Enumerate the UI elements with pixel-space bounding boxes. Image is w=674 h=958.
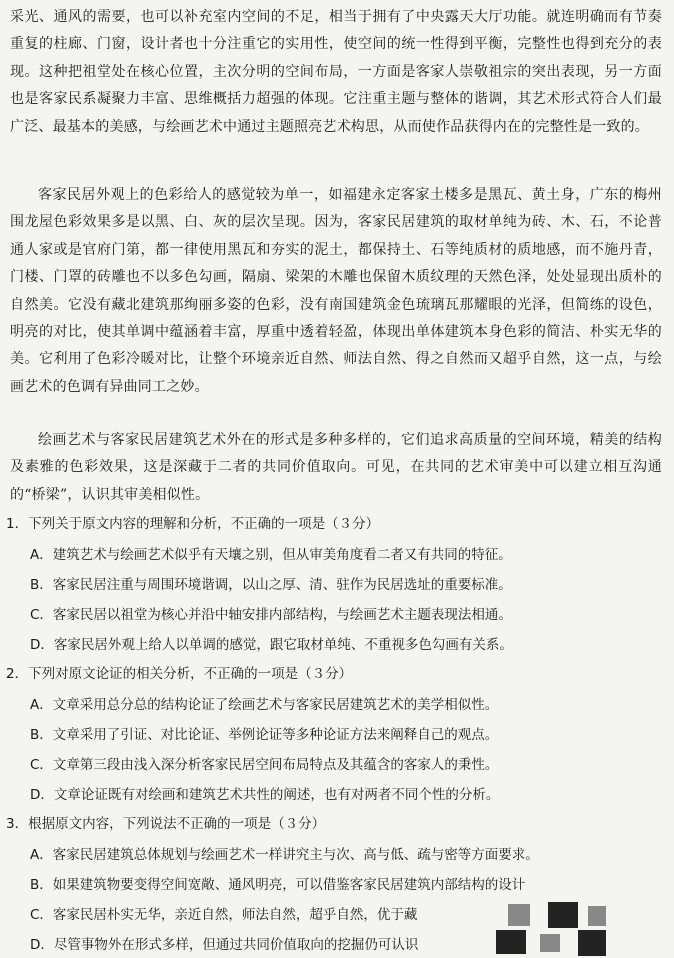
- redaction-block: [588, 906, 606, 926]
- question-2-option-d: D．文章论证既有对绘画和建筑艺术共性的阐述，也有对两者不同个性的分析。: [30, 787, 500, 803]
- question-1-option-c: C．客家民居以祖堂为核心并沿中轴安排内部结构，与绘画艺术主题表现法相通。: [30, 607, 512, 623]
- question-1-option-b: B．客家民居注重与周围环境谐调，以山之厚、清、驻作为民居选址的重要标准。: [30, 577, 512, 593]
- passage-paragraph-2: 客家民居外观上的色彩给人的感觉较为单一，如福建永定客家土楼多是黑瓦、黄土身，广东的梅州围龙屋色彩效果多是以黑、白、灰的层次呈现。因为，客家民居建筑的取材单纯为砖、木、石，不论普通人家或是官府门第，都一律使用黑瓦和夯实的泥土，都保持土、石等纯质材的质地感，而不施丹青，门楼、门罩的砖雕也不以多色勾画，隔扇、梁架的木雕也保留木质纹理的天然色泽，处处显现出质朴的自然美。它没有藏北建筑那绚丽多姿的色彩，没有南国建筑金色琉璃瓦那耀眼的光泽，但简练的设色，明亮的对比，使其单调中蕴涵着丰富，厚重中透着轻盈，体现出单体建筑本身色彩的简洁、朴实无华的美。它利用了色彩冷暖对比，让整个环境亲近自然、师法自然、得之自然而又超乎自然，这一点，与绘画艺术的色调有异曲同工之妙。: [10, 187, 662, 395]
- question-2-option-c: C．文章第三段由浅入深分析客家民居空间布局特点及其蕴含的客家人的秉性。: [30, 757, 499, 773]
- question-3-stem: 3．根据原文内容，下列说法不正确的一项是（３分）: [6, 816, 326, 832]
- redaction-block: [540, 934, 560, 952]
- question-1-stem: 1．下列关于原文内容的理解和分析，不正确的一项是（３分）: [6, 516, 380, 532]
- question-2-option-b: B．文章采用了引证、对比论证、举例论证等多种论证方法来阐释自己的观点。: [30, 727, 499, 743]
- redaction-block: [496, 930, 526, 954]
- question-1-option-a: A．建筑艺术与绘画艺术似乎有天壤之别，但从审美角度看二者又有共同的特征。: [30, 547, 512, 563]
- question-2-stem: 2．下列对原文论证的相关分析，不正确的一项是（３分）: [6, 666, 353, 682]
- question-2-option-a: A．文章采用总分总的结构论证了绘画艺术与客家民居建筑艺术的美学相似性。: [30, 697, 499, 713]
- passage-paragraph-3: 绘画艺术与客家民居建筑艺术外在的形式是多种多样的，它们追求高质量的空间环境，精美的结构及素雅的色彩效果，这是深藏于二者的共同价值取向。可见，在共同的艺术审美中可以建立相互沟通的“桥梁”，认识其审美相似性。: [10, 432, 662, 503]
- question-3-option-b: B．如果建筑物要变得空间宽敞、通风明亮，可以借鉴客家民居建筑内部结构的设计: [30, 877, 526, 893]
- question-3-option-a: A．客家民居建筑总体规划与绘画艺术一样讲究主与次、高与低、疏与密等方面要求。: [30, 847, 539, 863]
- redaction-block: [508, 904, 530, 926]
- question-3-option-c: C．客家民居朴实无华，亲近自然，师法自然，超乎自然，优于藏: [30, 907, 418, 923]
- question-3-option-d: D．尽管事物外在形式多样，但通过共同价值取向的挖掘仍可认识: [30, 937, 419, 953]
- question-1-option-d: D．客家民居外观上给人以单调的感觉，跟它取材单纯、不重视多色勾画有关系。: [30, 637, 513, 653]
- passage-paragraph-1: 采光、通风的需要，也可以补充室内空间的不足，相当于拥有了中央露天大厅功能。就连明确而有节奏重复的柱廊、门窗，设计者也十分注重它的实用性，使空间的统一性得到平衡，完整性也得到充分的表现。这种把祖堂处在核心位置，主次分明的空间布局，一方面是客家人崇敬祖宗的突出表现，另一方面也是客家民系凝聚力丰富、思维概括力超强的体现。它注重主题与整体的谐调，其艺术形式符合人们最广泛、最基本的美感，与绘画艺术中通过主题照亮艺术构思，从而使作品获得内在的完整性是一致的。: [10, 9, 662, 135]
- redaction-block: [578, 930, 606, 956]
- redaction-block: [548, 902, 578, 928]
